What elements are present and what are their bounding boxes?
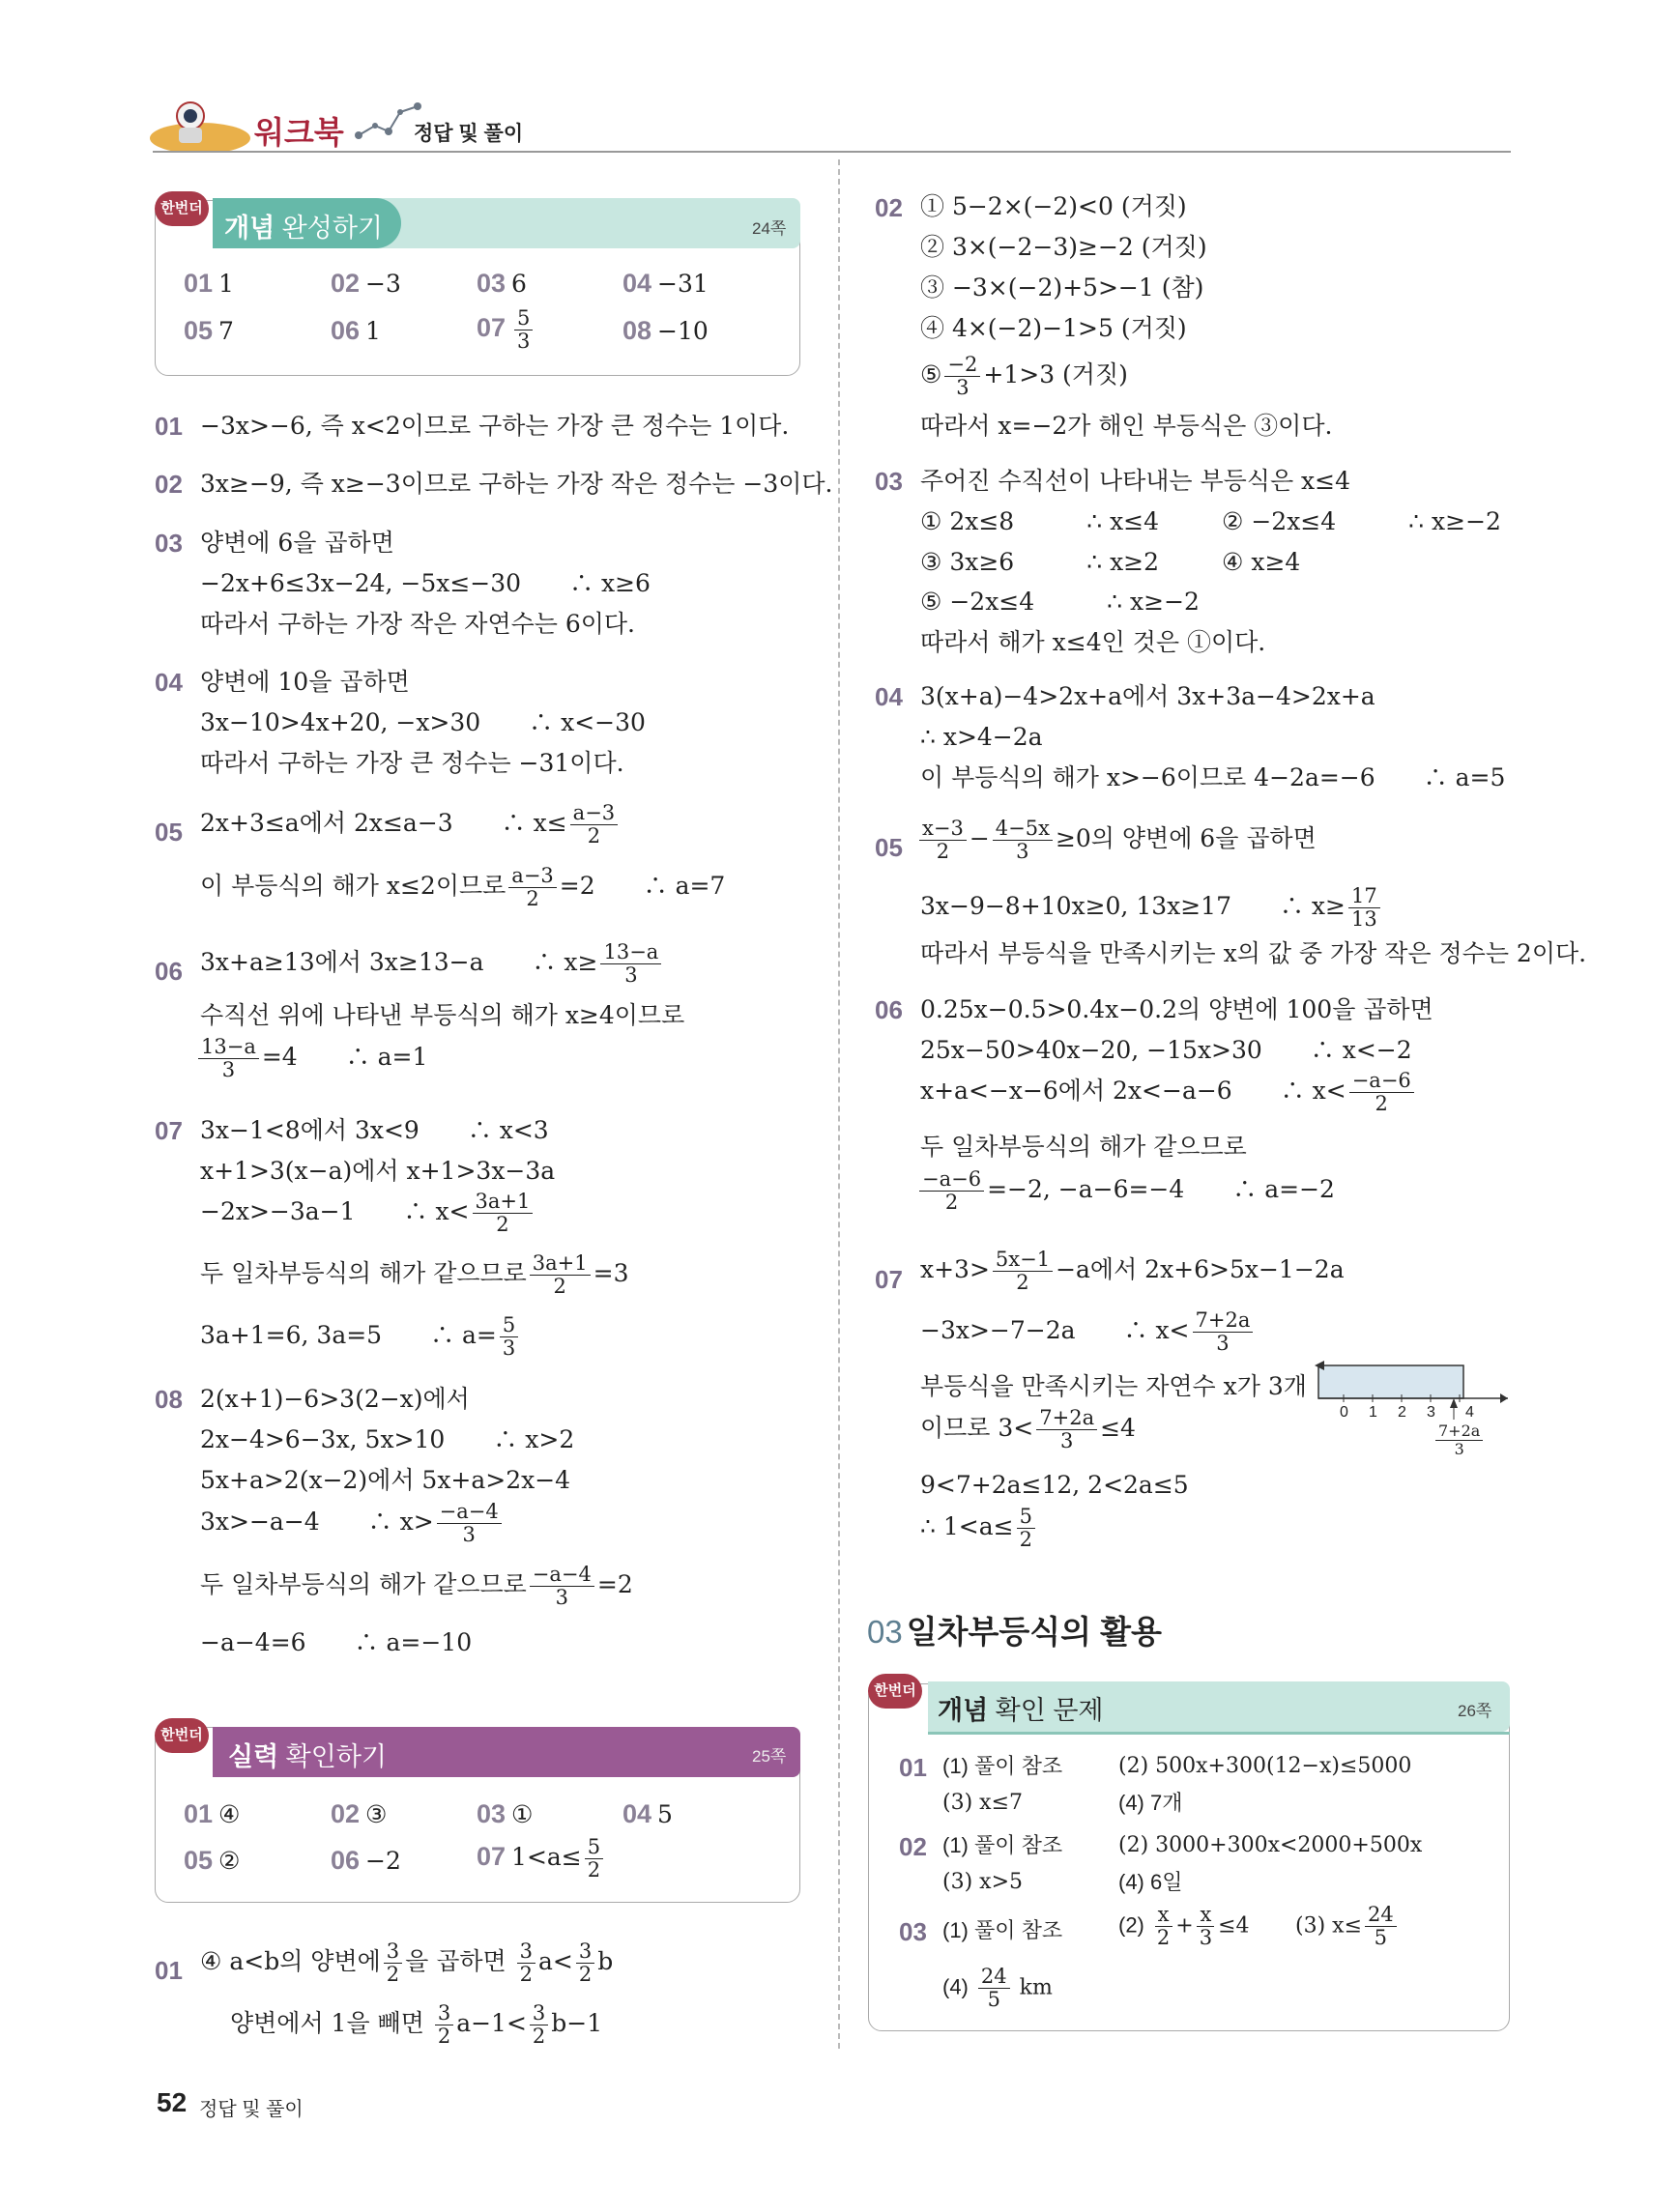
solution-r02-line: ④ 4×(−2)−1>5 (거짓) bbox=[920, 314, 1187, 342]
hanbeonde-tag: 한번더 bbox=[155, 1718, 209, 1753]
solution-r02-line: ⑤ $\frac{-2}{3}$ +1>3 (거짓) bbox=[920, 353, 1128, 399]
solution-07-line: −2x>−3a−1 ∴ x< $\frac{3a+1}{2}$ bbox=[200, 1191, 536, 1236]
answer-item: 06 −2 bbox=[331, 1846, 401, 1875]
page-ref: 24쪽 bbox=[752, 219, 787, 238]
problem-number: 01 bbox=[155, 1956, 183, 1985]
problem-number: 07 bbox=[875, 1265, 903, 1294]
answer-item: (2) 500x+300(12−x)≤5000 bbox=[1118, 1754, 1412, 1778]
solution-r02-line: ③ −3×(−2)+5>−1 (참) bbox=[920, 273, 1204, 302]
solution-r04-line: 이 부등식의 해가 x>−6이므로 4−2a=−6 ∴ a=5 bbox=[920, 763, 1506, 791]
problem-number: 02 bbox=[155, 470, 183, 499]
hanbeonde-tag: 한번더 bbox=[868, 1674, 922, 1709]
solution-r07-line: x+3> $\frac{5x-1}{2}$ −a에서 2x+6>5x−1−2a bbox=[920, 1248, 1345, 1294]
solution-r06-line: 0.25x−0.5>0.4x−0.2의 양변에 100을 곱하면 bbox=[920, 995, 1433, 1023]
solution-05-line: 2x+3≤a에서 2x≤a−3 ∴ x≤ $\frac{a-3}{2}$ bbox=[200, 802, 621, 847]
answer-item: (2) $\frac{x}{2}$ + $\frac{x}{3}$ ≤4 bbox=[1118, 1903, 1250, 1949]
solution-04-line: 3x−10>4x+20, −x>30 ∴ x<−30 bbox=[200, 708, 646, 736]
page-ref: 26쪽 bbox=[1458, 1702, 1492, 1720]
problem-number: 05 bbox=[875, 833, 903, 862]
tick-label: 2 bbox=[1398, 1404, 1406, 1421]
problem-number: 05 bbox=[155, 818, 183, 847]
solution-r03-line: ② −2x≤4 ∴ x≥−2 bbox=[1222, 507, 1501, 535]
solution-r07-line: ∴ 1<a≤ $\frac{5}{2}$ bbox=[920, 1506, 1038, 1551]
solution-03-line: 따라서 구하는 가장 작은 자연수는 6이다. bbox=[200, 610, 635, 638]
column-divider bbox=[838, 159, 840, 2049]
solution-q01-line: ④ a<b의 양변에 $\frac{3}{2}$ 을 곱하면 $\frac{3}{2}$ a< $\frac{3}{2}$ b bbox=[200, 1939, 614, 1986]
problem-number: 08 bbox=[155, 1385, 183, 1414]
tick-label: 3 bbox=[1427, 1404, 1435, 1421]
concept-check-title: 개념 확인 문제 bbox=[938, 1696, 1104, 1725]
answer-item: 02 −3 bbox=[331, 269, 401, 298]
answer-item: (2) 3000+300x<2000+500x bbox=[1118, 1833, 1423, 1857]
answer-item: 01 ④ bbox=[184, 1799, 241, 1828]
answer-item: 04 −31 bbox=[622, 269, 709, 298]
problem-number: 06 bbox=[155, 957, 183, 986]
concept-complete-title: 개념 완성하기 bbox=[224, 214, 384, 243]
answer-item: 01 1 bbox=[184, 269, 234, 298]
problem-number: 02 bbox=[875, 193, 903, 222]
tick-fraction-label: $\frac{7+2a}{3}$ bbox=[1433, 1422, 1486, 1458]
solution-08-line: −a−4=6 ∴ a=−10 bbox=[200, 1628, 473, 1656]
problem-number: 07 bbox=[155, 1116, 183, 1145]
solution-r06-line: x+a<−x−6에서 2x<−a−6 ∴ x< $\frac{-a-6}{2}$ bbox=[920, 1070, 1417, 1115]
solution-08-line: 두 일차부등식의 해가 같으므로 $\frac{-a-4}{3}$ =2 bbox=[200, 1563, 633, 1609]
solution-r05-line: 따라서 부등식을 만족시키는 x의 값 중 가장 작은 정수는 2이다. bbox=[920, 939, 1587, 967]
problem-number: 02 bbox=[899, 1832, 927, 1861]
solution-r06-line: $\frac{-a-6}{2}$ =−2, −a−6=−4 ∴ a=−2 bbox=[916, 1168, 1335, 1214]
solution-08-line: 5x+a>2(x−2)에서 5x+a>2x−4 bbox=[200, 1466, 571, 1494]
solution-r02-line: 따라서 x=−2가 해인 부등식은 ③이다. bbox=[920, 412, 1333, 440]
solution-r05-line: $\frac{x-3}{2}$ − $\frac{4-5x}{3}$ ≥0의 양변에 6을 곱하면 bbox=[916, 818, 1317, 863]
solution-07-line: 3x−1<8에서 3x<9 ∴ x<3 bbox=[200, 1116, 549, 1144]
answer-item: (4) 7개 bbox=[1118, 1791, 1183, 1815]
section-heading: 03 일차부등식의 활용 bbox=[867, 1614, 1162, 1650]
answer-item: 02 ③ bbox=[331, 1799, 388, 1828]
constellation-icon bbox=[354, 99, 421, 145]
solution-r07-line: 이므로 3< $\frac{7+2a}{3}$ ≤4 bbox=[920, 1406, 1136, 1452]
problem-number: 01 bbox=[155, 412, 183, 441]
solution-08-line: 2x−4>6−3x, 5x>10 ∴ x>2 bbox=[200, 1425, 575, 1453]
solution-07-line: x+1>3(x−a)에서 x+1>3x−3a bbox=[200, 1157, 556, 1185]
solution-03-line: 양변에 6을 곱하면 bbox=[200, 529, 394, 557]
solution-r03-line: ③ 3x≥6 ∴ x≥2 bbox=[920, 548, 1160, 576]
problem-number: 03 bbox=[155, 529, 183, 558]
answer-item: 03 ① bbox=[477, 1799, 534, 1828]
answer-item: (4) 6일 bbox=[1118, 1870, 1183, 1894]
answer-item: 05 7 bbox=[184, 316, 234, 345]
solution-r03-line: ⑤ −2x≤4 ∴ x≥−2 bbox=[920, 588, 1200, 616]
solution-r06-line: 두 일차부등식의 해가 같으므로 bbox=[920, 1133, 1247, 1161]
header-subtitle: 정답 및 풀이 bbox=[414, 123, 524, 145]
solution-r07-line: 부등식을 만족시키는 자연수 x가 3개 bbox=[920, 1372, 1307, 1400]
page-ref: 25쪽 bbox=[752, 1747, 787, 1766]
solution-q01-line: 양변에서 1을 빼면 $\frac{3}{2}$ a−1< $\frac{3}{2}$ b−1 bbox=[230, 2001, 603, 2048]
astronaut-logo-icon bbox=[147, 95, 253, 153]
solution-07-line: 두 일차부등식의 해가 같으므로 $\frac{3a+1}{2}$ =3 bbox=[200, 1251, 629, 1298]
answer-item: 08 −10 bbox=[622, 316, 709, 345]
solution-r07-line: −3x>−7−2a ∴ x< $\frac{7+2a}{3}$ bbox=[920, 1309, 1256, 1355]
solution-08-line: 2(x+1)−6>3(2−x)에서 bbox=[200, 1385, 470, 1413]
answer-item: (1) 풀이 참조 bbox=[942, 1918, 1063, 1942]
problem-number: 04 bbox=[155, 668, 183, 697]
header-rule bbox=[153, 151, 1511, 153]
answer-item: 03 6 bbox=[477, 269, 527, 298]
answer-item: 07 $\frac{5}{3}$ bbox=[477, 307, 536, 353]
solution-r02-line: ② 3×(−2−3)≥−2 (거짓) bbox=[920, 233, 1207, 261]
answer-item: (3) x≤7 bbox=[942, 1791, 1023, 1815]
solution-06-line: 수직선 위에 나타낸 부등식의 해가 x≥4이므로 bbox=[200, 1001, 685, 1029]
solution-r03-line: 따라서 해가 x≤4인 것은 ①이다. bbox=[920, 628, 1266, 656]
solution-04-line: 따라서 구하는 가장 큰 정수는 −31이다. bbox=[200, 749, 624, 777]
hanbeonde-tag: 한번더 bbox=[155, 191, 209, 226]
problem-number: 06 bbox=[875, 995, 903, 1024]
answer-item: (3) x≤ $\frac{24}{5}$ bbox=[1295, 1904, 1400, 1949]
solution-06-line: $\frac{13-a}{3}$ =4 ∴ a=1 bbox=[195, 1036, 427, 1081]
page-number: 52 bbox=[157, 2087, 188, 2117]
solution-04-line: 양변에 10을 곱하면 bbox=[200, 668, 410, 696]
solution-r07-line: 9<7+2a≤12, 2<2a≤5 bbox=[920, 1471, 1189, 1499]
solution-05-line: 이 부등식의 해가 x≤2이므로 $\frac{a-3}{2}$ =2 ∴ a=7 bbox=[200, 864, 726, 910]
problem-number: 03 bbox=[875, 467, 903, 496]
solution-r06-line: 25x−50>40x−20, −15x>30 ∴ x<−2 bbox=[920, 1036, 1412, 1064]
answer-item: (4) $\frac{24}{5}$ km bbox=[942, 1965, 1053, 2011]
workbook-title: 워크북 bbox=[254, 115, 344, 150]
solution-r02-line: ① 5−2×(−2)<0 (거짓) bbox=[920, 192, 1187, 220]
problem-number: 04 bbox=[875, 682, 903, 711]
answer-item: (1) 풀이 참조 bbox=[942, 1754, 1063, 1778]
solution-r03-line: ④ x≥4 bbox=[1222, 548, 1301, 576]
solution-r05-line: 3x−9−8+10x≥0, 13x≥17 ∴ x≥ $\frac{17}{13}$ bbox=[920, 885, 1383, 931]
solution-r04-line: 3(x+a)−4>2x+a에서 3x+3a−4>2x+a bbox=[920, 682, 1375, 710]
answer-item: (3) x>5 bbox=[942, 1870, 1023, 1894]
problem-number: 01 bbox=[899, 1753, 927, 1782]
answer-item: 04 5 bbox=[622, 1799, 673, 1828]
tick-label: 1 bbox=[1369, 1404, 1377, 1421]
solution-08-line: 3x>−a−4 ∴ x> $\frac{-a-4}{3}$ bbox=[200, 1501, 505, 1546]
answer-item: 07 1<a≤ $\frac{5}{2}$ bbox=[477, 1836, 606, 1882]
tick-label: 0 bbox=[1340, 1404, 1348, 1421]
solution-07-line: 3a+1=6, 3a=5 ∴ a= $\frac{5}{3}$ bbox=[200, 1314, 521, 1360]
skill-check-title: 실력 확인하기 bbox=[228, 1742, 388, 1771]
solution-06-line: 3x+a≥13에서 3x≥13−a ∴ x≥ $\frac{13-a}{3}$ bbox=[200, 941, 664, 987]
solution-r03-line: 주어진 수직선이 나타내는 부등식은 x≤4 bbox=[920, 467, 1350, 495]
solution-r04-line: ∴ x>4−2a bbox=[920, 723, 1043, 751]
answer-item: 06 1 bbox=[331, 316, 381, 345]
solution-r03-line: ① 2x≤8 ∴ x≤4 bbox=[920, 507, 1160, 535]
tick-label: 4 bbox=[1465, 1404, 1474, 1421]
footer-label: 정답 및 풀이 bbox=[199, 2099, 304, 2120]
answer-item: 05 ② bbox=[184, 1846, 241, 1875]
problem-number: 03 bbox=[899, 1917, 927, 1946]
answer-item: (1) 풀이 참조 bbox=[942, 1833, 1063, 1857]
solution-02: 3x≥−9, 즉 x≥−3이므로 구하는 가장 작은 정수는 −3이다. bbox=[200, 470, 833, 498]
solution-01: −3x>−6, 즉 x<2이므로 구하는 가장 큰 정수는 1이다. bbox=[200, 412, 790, 440]
solution-03-line: −2x+6≤3x−24, −5x≤−30 ∴ x≥6 bbox=[200, 569, 651, 597]
